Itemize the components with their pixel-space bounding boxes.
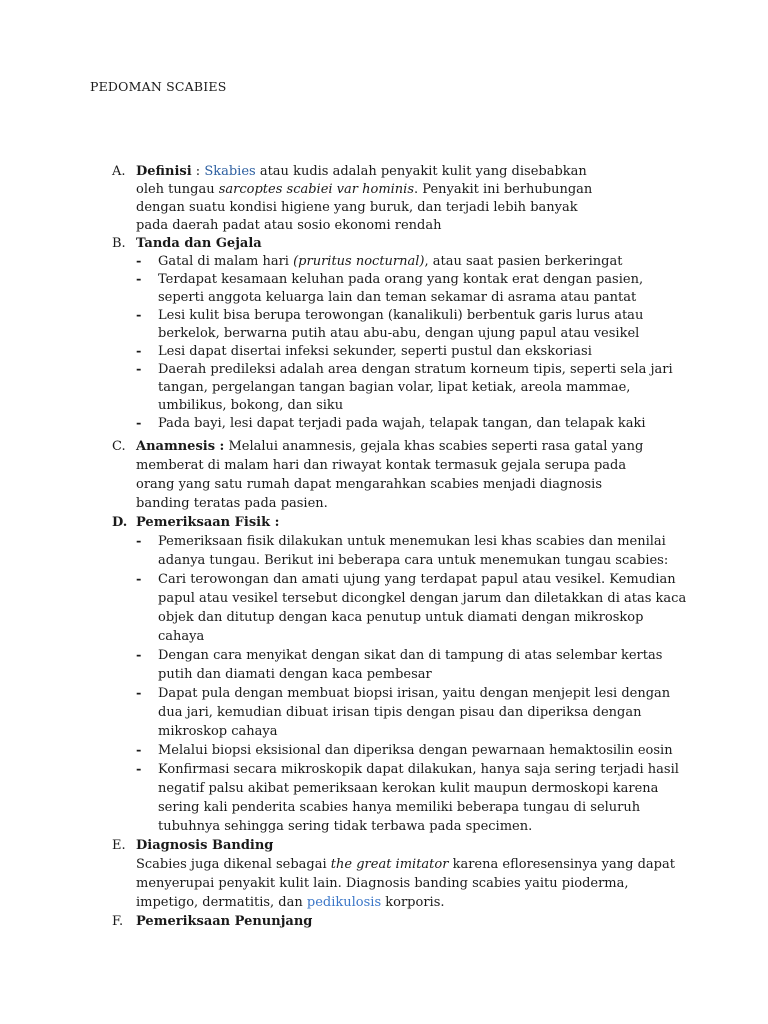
list-item — [136, 253, 688, 271]
definisi-text-1: atau kudis adalah penyakit kulit yang disebabkan oleh tungau — [136, 164, 587, 197]
bullet-text: Pada bayi, lesi dapat terjadi pada wajah, telapak tangan, dan telapak kaki — [158, 416, 646, 431]
bullet-text: Daerah predileksi adalah area dengan stratum korneum tipis, seperti sela jari tangan, pergelangan tangan bagian volar, lipat ketiak, areola mammae, umbilikus, bokong, dan siku — [158, 362, 673, 413]
section-heading: Pemeriksaan Fisik : — [136, 515, 280, 530]
dash-marker: - — [136, 762, 142, 777]
bullet-text: Lesi kulit bisa berupa terowongan (kanalikuli) berbentuk garis lurus atau berkelok, berwarna putih atau abu-abu, dengan ujung papul atau vesikel — [158, 308, 644, 341]
diagnosis-italic: the great imitator — [330, 857, 449, 872]
list-item — [136, 684, 688, 741]
section-letter: F. — [112, 914, 124, 929]
section-letter: D. — [112, 515, 128, 530]
skabies-link[interactable]: Skabies — [204, 164, 256, 179]
anamnesis-paragraph — [136, 437, 656, 513]
list-item — [136, 343, 688, 361]
diagnosis-text-1: Scabies juga dikenal sebagai — [136, 857, 331, 872]
species-name: sarcoptes scabiei var hominis — [218, 182, 415, 197]
section-heading: Pemeriksaan Penunjang — [136, 914, 313, 929]
section-heading: Diagnosis Banding — [136, 838, 274, 853]
section-tanda-gejala — [108, 235, 688, 433]
section-diagnosis-banding — [108, 836, 688, 912]
section-letter: A. — [112, 164, 126, 179]
list-item — [136, 532, 688, 570]
dash-marker: - — [136, 308, 142, 323]
diagnosis-text-3: korporis. — [381, 895, 445, 910]
section-letter: C. — [112, 439, 126, 454]
dash-marker: - — [136, 572, 142, 587]
bullet-text: Terdapat kesamaan keluhan pada orang yang kontak erat dengan pasien, seperti anggota keluarga lain dan teman sekamar di asrama atau pantat — [158, 272, 644, 305]
separator: : — [191, 164, 205, 179]
bullet-text: Dengan cara menyikat dengan sikat dan di tampung di atas selembar kertas putih dan diamati dengan kaca pembesar — [158, 648, 663, 682]
definisi-text-2: . Penyakit ini berhubungan dengan suatu kondisi higiene yang buruk, dan terjadi lebih banyak pada daerah padat atau sosio ekonomi rendah — [136, 182, 593, 233]
list-item — [136, 646, 688, 684]
section-definisi — [108, 163, 688, 235]
dash-marker: - — [136, 416, 142, 431]
list-item — [136, 361, 688, 415]
section-heading: Definisi — [136, 164, 192, 179]
bullet-text: Cari terowongan dan amati ujung yang terdapat papul atau vesikel. Kemudian papul atau vesikel tersebut dicongkel dengan jarum dan diletakkan di atas kaca objek dan ditutup dengan kaca penutup untuk diamati dengan mikroskop cahaya — [158, 572, 687, 644]
tanda-gejala-bullets — [136, 253, 688, 433]
bullet-italic: (pruritus nocturnal) — [293, 254, 425, 269]
section-list — [108, 163, 688, 931]
dash-marker: - — [136, 272, 142, 287]
dash-marker: - — [136, 254, 142, 269]
section-letter: B. — [112, 236, 126, 251]
list-item — [136, 741, 688, 760]
dash-marker: - — [136, 362, 142, 377]
bullet-text: Lesi dapat disertai infeksi sekunder, seperti pustul dan ekskoriasi — [158, 344, 592, 359]
section-heading: Anamnesis : — [136, 439, 225, 454]
section-pemeriksaan-fisik — [108, 513, 688, 836]
bullet-text: Gatal di malam hari — [158, 254, 294, 269]
section-anamnesis — [108, 437, 688, 513]
section-pemeriksaan-penunjang — [108, 912, 688, 931]
section-letter: E. — [112, 838, 126, 853]
dash-marker: - — [136, 344, 142, 359]
list-item — [136, 271, 688, 307]
pemeriksaan-fisik-bullets — [136, 532, 688, 836]
bullet-text: Melalui biopsi eksisional dan diperiksa dengan pewarnaan hemaktosilin eosin — [158, 743, 673, 758]
dash-marker: - — [136, 648, 142, 663]
bullet-text: , atau saat pasien berkeringat — [424, 254, 623, 269]
dash-marker: - — [136, 534, 142, 549]
definisi-paragraph — [136, 163, 606, 235]
dash-marker: - — [136, 686, 142, 701]
diagnosis-text-2: karena efloresensinya yang dapat menyerupai penyakit kulit lain. Diagnosis banding scabies yaitu pioderma, impetigo, dermatitis, dan — [136, 857, 675, 910]
pedikulosis-link[interactable]: pedikulosis — [306, 895, 382, 910]
diagnosis-banding-paragraph — [136, 855, 688, 912]
list-item — [136, 415, 688, 433]
list-item — [136, 760, 688, 836]
bullet-text: Konfirmasi secara mikroskopik dapat dilakukan, hanya saja sering terjadi hasil negatif palsu akibat pemeriksaan kerokan kulit maupun dermoskopi karena sering kali penderita scabies hanya memiliki beberapa tungau di seluruh tubuhnya sehingga sering tidak terbawa pada specimen. — [158, 762, 679, 834]
dash-marker: - — [136, 743, 142, 758]
document-title: PEDOMAN SCABIES — [90, 79, 227, 94]
list-item — [136, 307, 688, 343]
anamnesis-text: Melalui anamnesis, gejala khas scabies seperti rasa gatal yang memberat di malam hari dan riwayat kontak termasuk gejala serupa pada orang yang satu rumah dapat mengarahkan scabies menjadi diagnosis banding teratas pada pasien. — [136, 439, 644, 511]
list-item — [136, 570, 688, 646]
bullet-text: Dapat pula dengan membuat biopsi irisan, yaitu dengan menjepit lesi dengan dua jari, kemudian dibuat irisan tipis dengan pisau dan diperiksa dengan mikroskop cahaya — [158, 686, 671, 739]
bullet-text: Pemeriksaan fisik dilakukan untuk menemukan lesi khas scabies dan menilai adanya tungau. Berikut ini beberapa cara untuk menemukan tungau scabies: — [158, 534, 669, 568]
section-heading: Tanda dan Gejala — [136, 236, 262, 251]
